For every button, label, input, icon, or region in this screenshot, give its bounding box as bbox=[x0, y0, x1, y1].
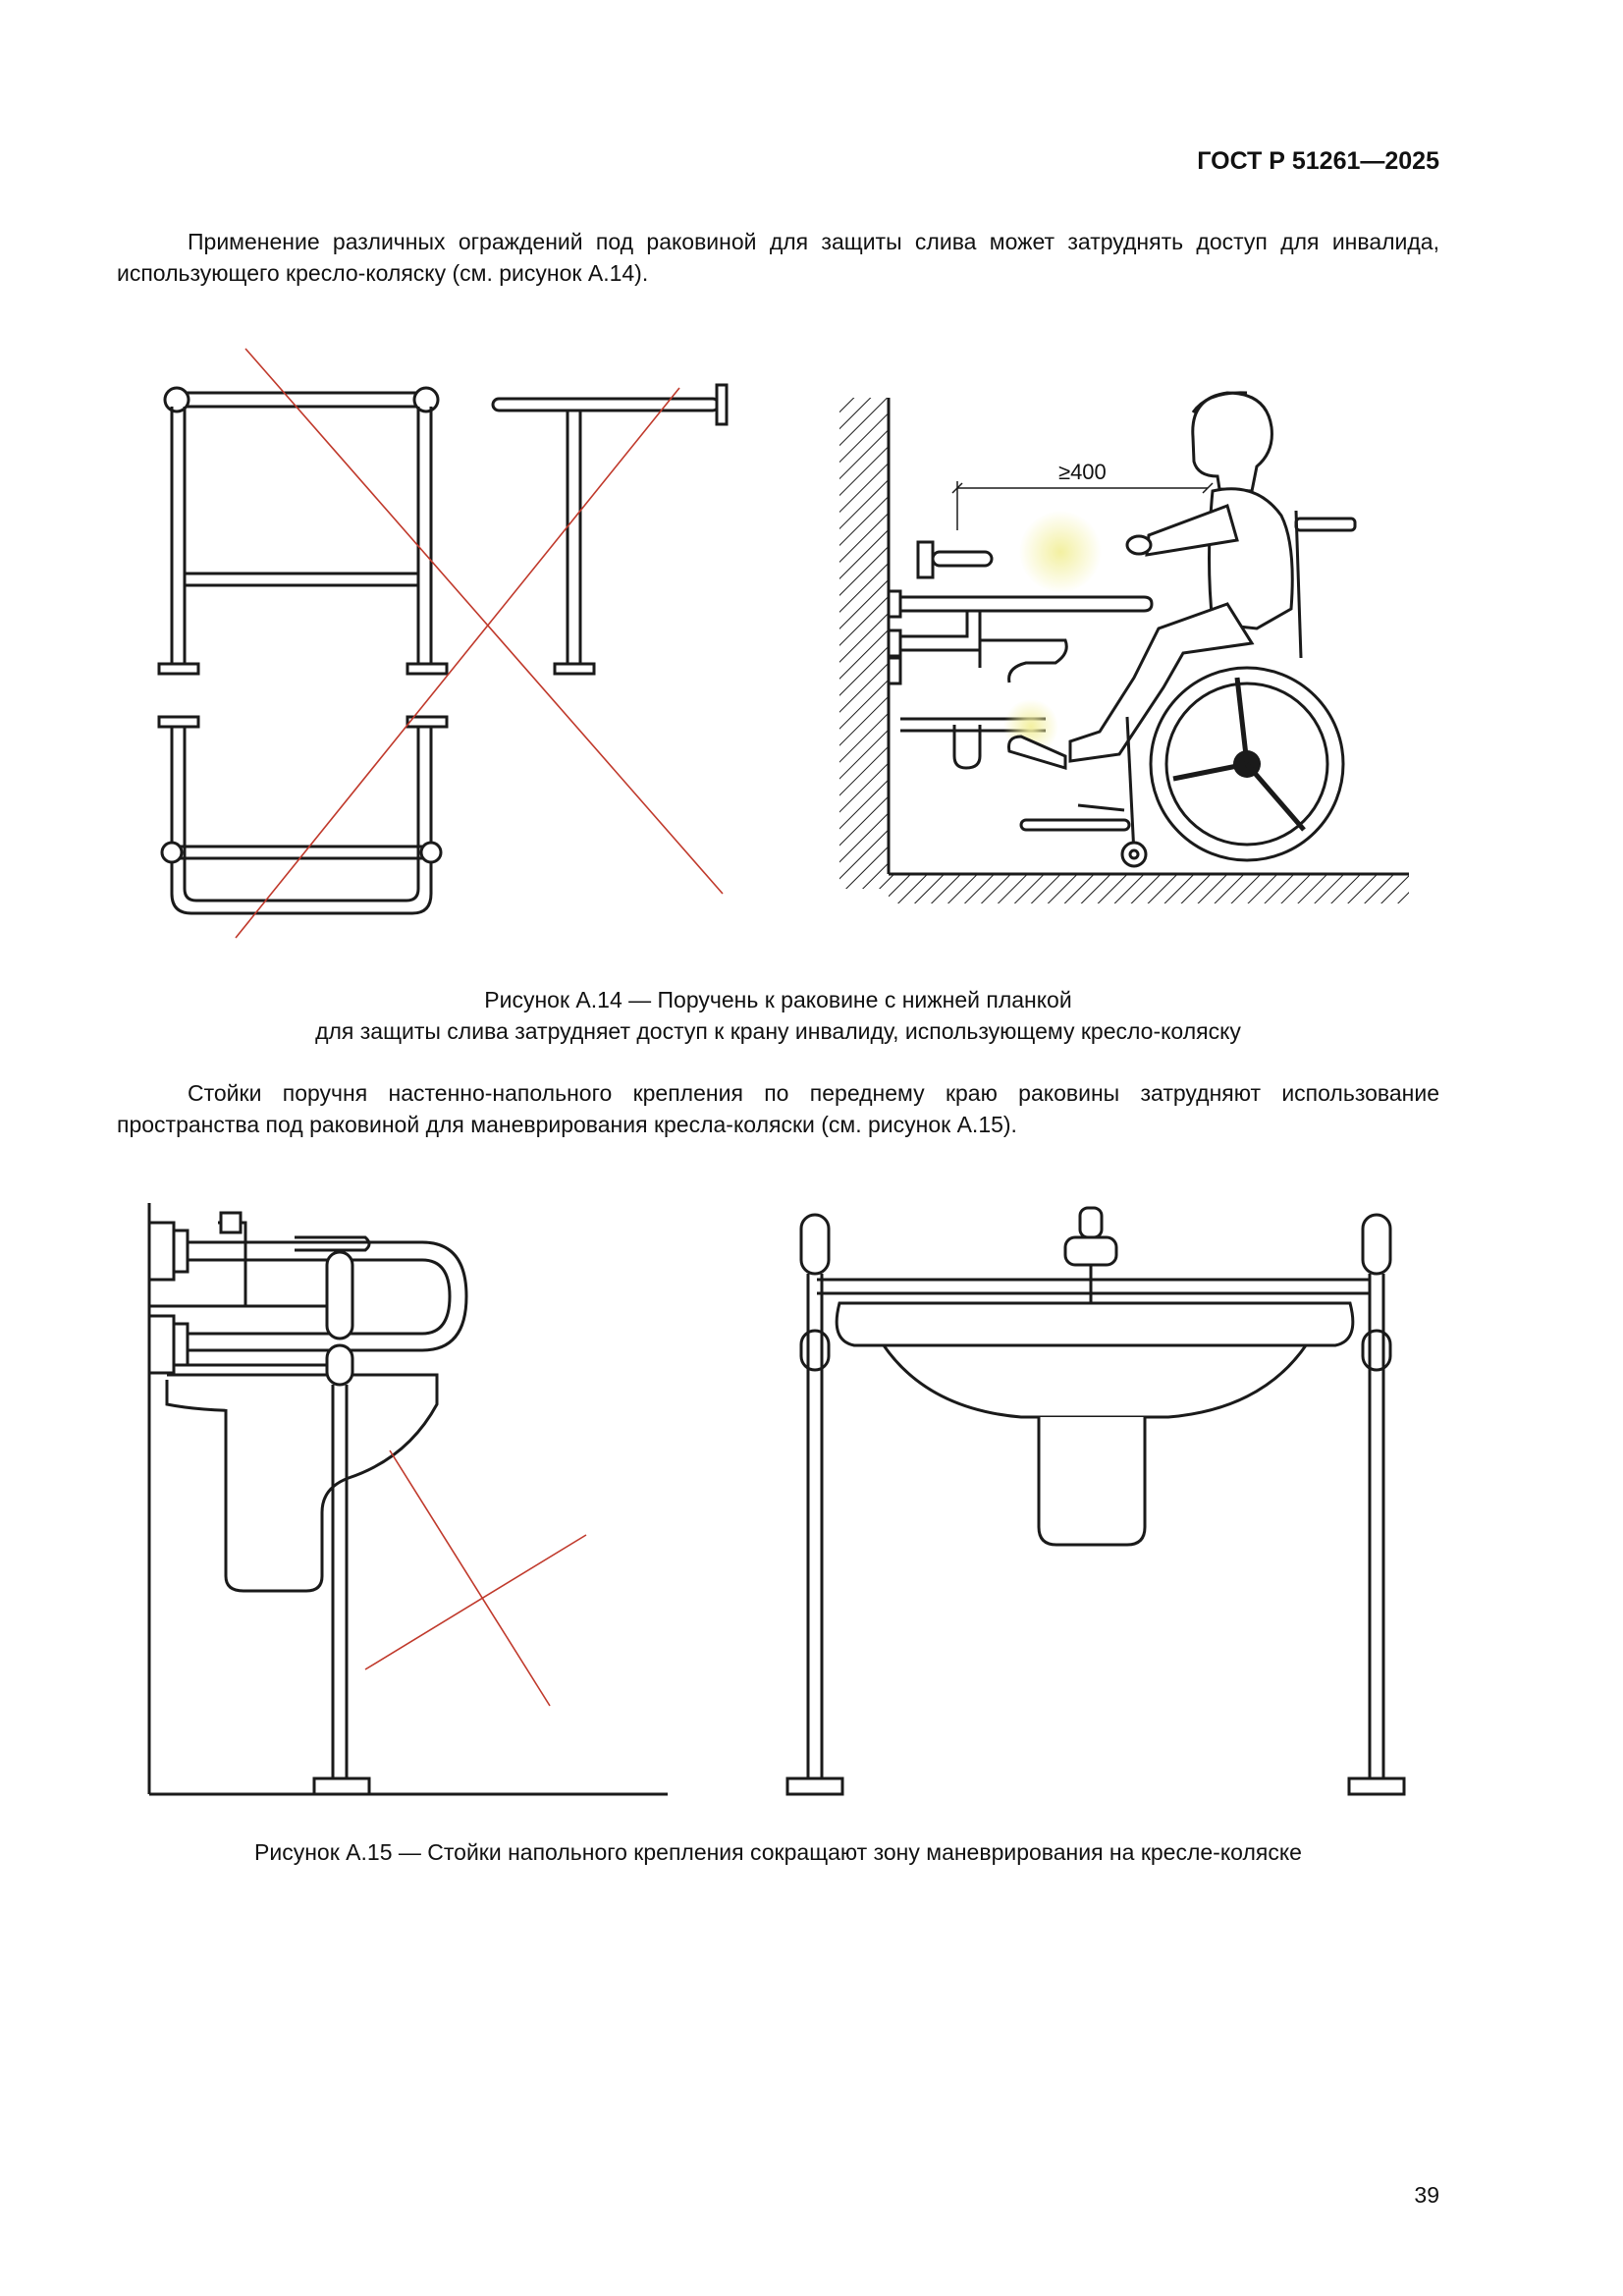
cross-out-line bbox=[365, 1535, 586, 1669]
rail-top-view bbox=[159, 388, 447, 913]
cross-out-line bbox=[390, 1450, 550, 1706]
cross-out-line bbox=[245, 349, 723, 894]
dimension-label: ≥400 bbox=[1058, 460, 1107, 484]
paragraph-1: Применение различных ограждений под раковиной для защиты слива может затруднять доступ для инвалида, использующего кресло-коляску (см. рисунок А.14). bbox=[117, 229, 1439, 286]
figure-a14-caption-line-2: для защиты слива затрудняет доступ к крану инвалиду, использующему кресло-коляску bbox=[315, 1018, 1241, 1044]
sink-side-profile bbox=[149, 1213, 437, 1591]
figure-a14-rail-diagram bbox=[147, 334, 736, 962]
figure-a14-caption-line-1: Рисунок А.14 — Поручень к раковине с нижней планкой bbox=[484, 987, 1072, 1012]
paragraph-2: Стойки поручня настенно-напольного крепления по переднему краю раковины затрудняют использование пространства под раковиной для маневрирования кресла-коляски (см. рисунок А.15). bbox=[117, 1080, 1439, 1137]
highlight-zone bbox=[1019, 511, 1102, 593]
figure-a15-front-view bbox=[766, 1193, 1434, 1812]
document-id: ГОСТ Р 51261—2025 bbox=[1197, 147, 1439, 175]
figure-a15-side-view bbox=[137, 1193, 668, 1812]
cross-out-line bbox=[236, 388, 679, 938]
page-number: 39 bbox=[1414, 2182, 1439, 2208]
sink-front bbox=[837, 1208, 1353, 1545]
figure-a14-wheelchair-diagram bbox=[835, 383, 1424, 933]
rail-side-view bbox=[493, 385, 727, 674]
figure-a15-caption: Рисунок А.15 — Стойки напольного крепления сокращают зону маневрирования на кресле-коляске bbox=[254, 1839, 1302, 1865]
